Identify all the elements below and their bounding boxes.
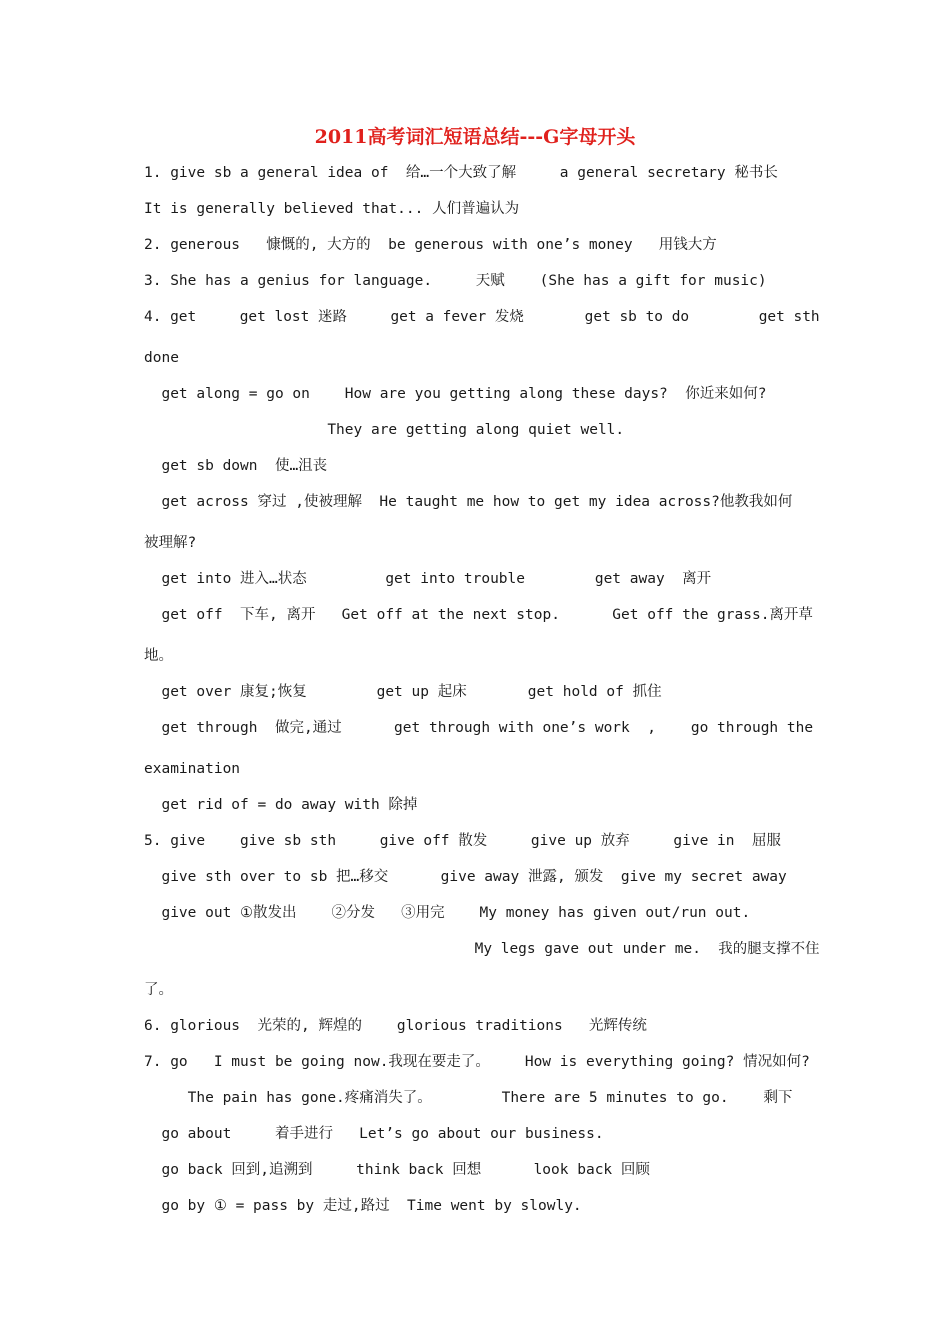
document-title: 2011高考词汇短语总结---G字母开头 (314, 126, 636, 148)
text-line: get rid of = do away with 除掉 (144, 797, 418, 813)
text-line: go back 回到,追溯到 think back 回想 look back 回顾 (144, 1162, 650, 1178)
text-line: get off 下车, 离开 Get off at the next stop. Get off the grass.离开草 (144, 607, 813, 623)
text-line: They are getting along quiet well. (144, 422, 625, 438)
text-line: go about 着手进行 Let’s go about our business. (144, 1126, 604, 1142)
text-line: get over 康复;恢复 get up 起床 get hold of 抓住 (144, 684, 662, 700)
text-line: 被理解? (144, 535, 197, 551)
text-line: get along = go on How are you getting along these days? 你近来如何? (144, 386, 767, 402)
text-line: done (144, 350, 179, 366)
text-line: 4. get get lost 迷路 get a fever 发烧 get sb to do get sth (144, 309, 820, 325)
text-line: 地。 (144, 648, 173, 664)
text-line: get through 做完,通过 get through with one’s work , go through the (144, 720, 814, 736)
text-line: 6. glorious 光荣的, 辉煌的 glorious traditions 光辉传统 (144, 1018, 647, 1034)
text-line: get across 穿过 ,使被理解 He taught me how to get my idea across?他教我如何 (144, 494, 793, 510)
text-line: 2. generous 慷慨的, 大方的 be generous with one’s money 用钱大方 (144, 237, 717, 253)
text-line: 3. She has a genius for language. 天赋 (She has a gift for music) (144, 273, 767, 289)
text-line: 7. go I must be going now.我现在要走了。 How is everything going? 情况如何? (144, 1054, 810, 1070)
text-line: My legs gave out under me. 我的腿支撑不住 (144, 941, 820, 957)
text-line: It is generally believed that... 人们普遍认为 (144, 201, 520, 217)
text-line: give out ①散发出 ②分发 ③用完 My money has given out/run out. (144, 905, 751, 921)
text-line: 5. give give sb sth give off 散发 give up 放弃 give in 屈服 (144, 833, 781, 849)
text-line: 1. give sb a general idea of 给…一个大致了解 a general secretary 秘书长 (144, 165, 778, 181)
text-line: 了。 (144, 982, 173, 998)
text-line: give sth over to sb 把…移交 give away 泄露, 颁发 give my secret away (144, 869, 787, 885)
text-line: go by ① = pass by 走过,路过 Time went by slowly. (144, 1198, 582, 1214)
text-line: get sb down 使…沮丧 (144, 458, 328, 474)
text-line: get into 进入…状态 get into trouble get away 离开 (144, 571, 712, 587)
text-line: examination (144, 761, 241, 777)
text-line: The pain has gone.疼痛消失了。 There are 5 minutes to go. 剩下 (144, 1090, 793, 1106)
